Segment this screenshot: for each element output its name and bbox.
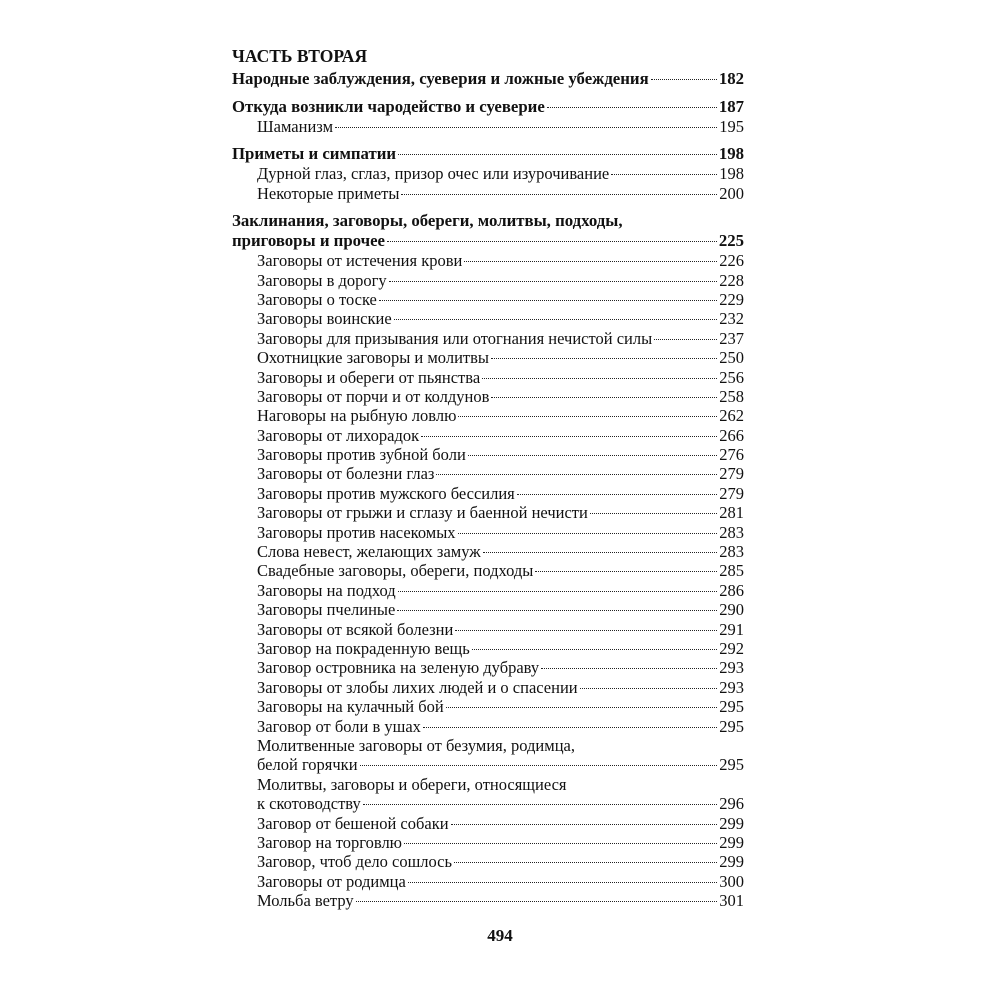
entry-page: 226: [719, 251, 744, 271]
entry-title: Заговоры от лихорадок: [257, 425, 420, 445]
entry-page: 279: [719, 464, 744, 484]
entry-page: 262: [719, 406, 744, 426]
entry-page: 293: [719, 677, 744, 697]
toc-entry: [232, 387, 744, 406]
toc-entry: [232, 271, 744, 290]
entry-title: Заговоры от болезни глаз: [257, 464, 435, 484]
dot-leader: [387, 241, 717, 242]
toc-entry: [232, 368, 744, 387]
entry-title: Заговоры от порчи и от колдунов: [257, 386, 490, 406]
entry-title: Заговоры для призывания или отогнания нечистой силы: [257, 328, 653, 348]
dot-leader: [335, 127, 717, 128]
entry-page: 293: [719, 658, 744, 678]
toc-entry: [232, 542, 744, 561]
entry-title: Заговоры против насекомых: [257, 522, 456, 542]
dot-leader: [455, 630, 717, 631]
heading-title-line1: Заклинания, заговоры, обереги, молитвы, подходы,: [232, 211, 623, 231]
entry-title: Заговоры от всякой болезни: [257, 619, 454, 639]
entry-title: Свадебные заговоры, обереги, подходы: [257, 561, 534, 581]
dot-leader: [394, 319, 718, 320]
dot-leader: [423, 727, 717, 728]
toc-entry: [232, 581, 744, 600]
dot-leader: [491, 358, 717, 359]
heading-title: Народные заблуждения, суеверия и ложные убеждения: [232, 69, 649, 88]
toc-entry-list: [232, 251, 744, 910]
entry-page: 299: [719, 852, 744, 872]
heading-page: 187: [718, 97, 744, 116]
entry-title: Заговор от бешеной собаки: [257, 813, 449, 833]
dot-leader: [547, 107, 717, 108]
toc-entry: [232, 678, 744, 697]
dot-leader: [389, 281, 718, 282]
toc-entry: [232, 639, 744, 658]
part-title: ЧАСТЬ ВТОРАЯ: [232, 46, 368, 66]
heading-title: Приметы и симпатии: [232, 144, 397, 164]
heading-title-line2: приговоры и прочее: [232, 231, 385, 251]
entry-page: 281: [719, 503, 744, 523]
entry-page: 237: [719, 328, 744, 348]
entry-title: Заговор островника на зеленую дубраву: [257, 658, 540, 678]
toc-entry: [232, 164, 744, 183]
toc-entry: [232, 891, 744, 910]
entry-page: 292: [719, 638, 744, 658]
entry-page: 283: [719, 522, 744, 542]
entry-title: Заговоры от грыжи и сглазу и баенной нечисти: [257, 503, 588, 523]
entry-title: Заговор, чтоб дело сошлось: [257, 852, 453, 872]
toc-entry: [232, 755, 744, 774]
entry-page: 229: [719, 289, 744, 309]
entry-page: 285: [719, 561, 744, 581]
dot-leader: [651, 79, 717, 80]
entry-title: Мольба ветру: [257, 891, 354, 911]
dot-leader: [464, 261, 717, 262]
entry-page: 198: [719, 164, 744, 184]
entry-page: 258: [719, 386, 744, 406]
dot-leader: [360, 765, 718, 766]
entry-title: Заговор от боли в ушах: [257, 716, 421, 736]
entry-page: 295: [719, 716, 744, 736]
entry-page: 200: [719, 183, 744, 203]
toc-entry: [232, 620, 744, 639]
dot-leader: [398, 154, 717, 155]
dot-leader: [491, 397, 717, 398]
entry-page: 283: [719, 542, 744, 562]
entry-page: 300: [719, 871, 744, 891]
entry-page: 296: [719, 794, 744, 814]
entry-title: Некоторые приметы: [257, 183, 400, 203]
toc-entry: [232, 329, 744, 348]
entry-page: 266: [719, 425, 744, 445]
entry-page: 232: [719, 309, 744, 329]
entry-title: Заговоры пчелиные: [257, 600, 396, 620]
dot-leader: [517, 494, 717, 495]
entry-title-line1: Молитвы, заговоры и обереги, относящиеся: [257, 774, 567, 794]
dot-leader: [356, 901, 718, 902]
toc-entry: [232, 717, 744, 736]
dot-leader: [363, 804, 717, 805]
dot-leader: [454, 862, 717, 863]
entry-page: 256: [719, 367, 744, 387]
toc-entry: [232, 251, 744, 270]
toc-entry: [232, 833, 744, 852]
entry-title-line1: Молитвенные заговоры от безумия, родимца,: [257, 735, 575, 755]
entry-page: 250: [719, 348, 744, 368]
toc-entry: [232, 290, 744, 309]
entry-title: Заговоры и обереги от пьянства: [257, 367, 481, 387]
entry-page: 291: [719, 619, 744, 639]
entry-page: 279: [719, 483, 744, 503]
entry-title: Заговоры на кулачный бой: [257, 697, 444, 717]
entry-title: Шаманизм: [257, 117, 334, 136]
entry-title-line2: к скотоводству: [257, 794, 361, 814]
entry-title: Охотницкие заговоры и молитвы: [257, 348, 489, 368]
entry-title: Заговоры воинские: [257, 309, 392, 329]
dot-leader: [472, 649, 717, 650]
toc-section-heading: [232, 69, 744, 89]
entry-page: 286: [719, 580, 744, 600]
heading-page: 198: [718, 144, 744, 164]
toc-entry: [232, 117, 744, 136]
toc-entry: [232, 426, 744, 445]
toc-entry: [232, 600, 744, 619]
entry-title: Слова невест, желающих замуж: [257, 542, 481, 562]
dot-leader: [590, 513, 717, 514]
entry-page: 290: [719, 600, 744, 620]
toc-entry: [232, 184, 744, 203]
entry-page: 299: [719, 832, 744, 852]
toc-entry: [232, 561, 744, 580]
entry-page: 299: [719, 813, 744, 833]
dot-leader: [458, 416, 717, 417]
dot-leader: [458, 533, 718, 534]
dot-leader: [401, 194, 717, 195]
toc-entry: [232, 484, 744, 503]
dot-leader: [483, 552, 718, 553]
entry-title: Заговоры от истечения крови: [257, 251, 463, 271]
entry-page: 195: [719, 117, 744, 136]
toc-entry: [232, 794, 744, 813]
dot-leader: [379, 300, 717, 301]
dot-leader: [482, 378, 717, 379]
dot-leader: [446, 707, 718, 708]
page-number: 494: [487, 926, 513, 945]
dot-leader: [580, 688, 718, 689]
dot-leader: [421, 436, 717, 437]
dot-leader: [408, 882, 717, 883]
entry-title: Заговоры от родимца: [257, 871, 406, 891]
toc-entry: [232, 523, 744, 542]
entry-title: Наговоры на рыбную ловлю: [257, 406, 457, 426]
heading-page: 182: [718, 69, 744, 88]
dot-leader: [451, 824, 718, 825]
entry-page: 276: [719, 445, 744, 465]
entry-title: Дурной глаз, сглаз, призор очес или изурочивание: [257, 164, 610, 184]
dot-leader: [436, 474, 717, 475]
toc-entry: [232, 697, 744, 716]
entry-title: Заговоры на подход: [257, 580, 396, 600]
entry-title: Заговоры в дорогу: [257, 270, 387, 290]
entry-title: Заговоры против мужского бессилия: [257, 483, 515, 503]
dot-leader: [468, 455, 717, 456]
heading-page: 225: [718, 231, 744, 251]
entry-title-line2: белой горячки: [257, 755, 358, 775]
toc-entry: [232, 406, 744, 425]
dot-leader: [541, 668, 717, 669]
toc-entry: [232, 309, 744, 328]
toc-section-heading: [232, 231, 744, 251]
toc-entry: [232, 814, 744, 833]
entry-page: 295: [719, 755, 744, 775]
dot-leader: [535, 571, 717, 572]
dot-leader: [398, 591, 718, 592]
entry-page: 301: [719, 891, 744, 911]
entry-page: 228: [719, 270, 744, 290]
toc-section-heading: [232, 144, 744, 164]
toc-page: [232, 44, 744, 910]
toc-entry: [232, 445, 744, 464]
entry-title: Заговоры о тоске: [257, 289, 377, 309]
toc-entry: [232, 464, 744, 483]
toc-entry: [232, 872, 744, 891]
entry-title: Заговоры против зубной боли: [257, 445, 466, 465]
toc-entry: [232, 348, 744, 367]
dot-leader: [654, 339, 717, 340]
dot-leader: [397, 610, 717, 611]
toc-entry: [232, 503, 744, 522]
entry-title: Заговор на торговлю: [257, 832, 403, 852]
dot-leader: [611, 174, 717, 175]
entry-title: Заговор на покраденную вещь: [257, 638, 470, 658]
toc-entry: [232, 658, 744, 677]
heading-title: Откуда возникли чародейство и суеверие: [232, 97, 545, 116]
dot-leader: [404, 843, 717, 844]
entry-title: Заговоры от злобы лихих людей и о спасении: [257, 677, 578, 697]
toc-entry: [232, 852, 744, 871]
entry-page: 295: [719, 697, 744, 717]
toc-section-heading: [232, 97, 744, 117]
